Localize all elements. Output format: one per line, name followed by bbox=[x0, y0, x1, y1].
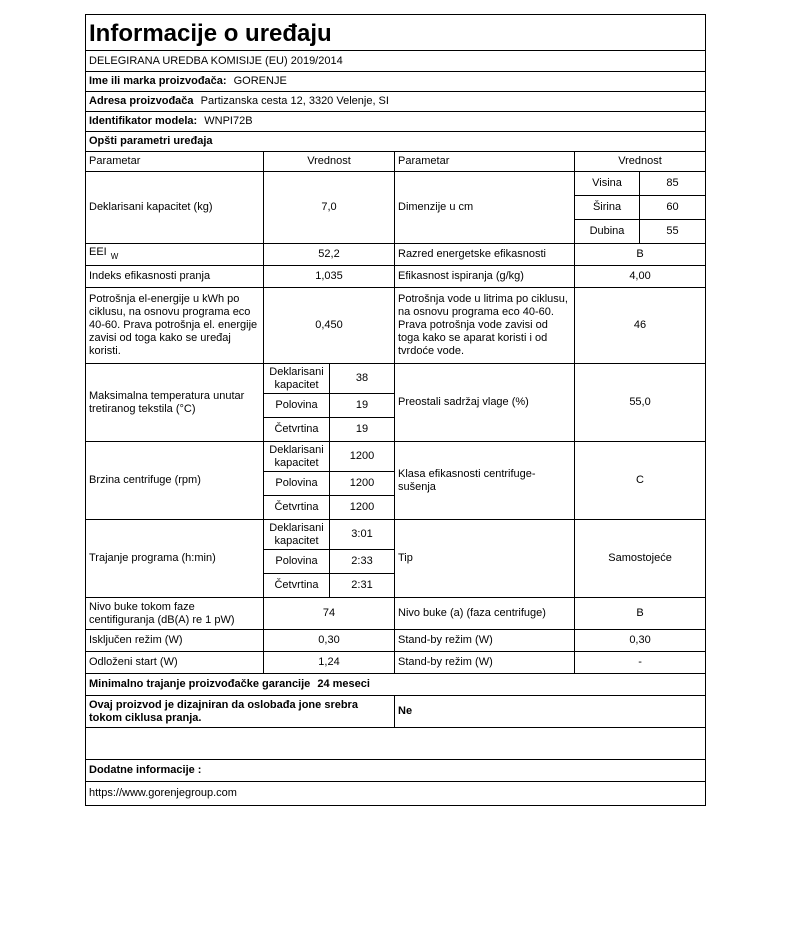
dimension-height-label: Visina bbox=[575, 172, 640, 196]
off-mode-value: 0,30 bbox=[264, 630, 395, 652]
header-value-left: Vrednost bbox=[264, 152, 395, 172]
delay-start-label: Odloženi start (W) bbox=[86, 652, 264, 674]
model-row bbox=[86, 112, 706, 132]
header-value-right: Vrednost bbox=[575, 152, 706, 172]
guarantee-label: Minimalno trajanje proizvođačke garancije bbox=[89, 678, 311, 690]
duration-rated-label: Deklarisani kapacitet bbox=[264, 520, 330, 550]
off-mode-label: Isključen režim (W) bbox=[86, 630, 264, 652]
washing-efficiency-value: 1,035 bbox=[264, 266, 395, 288]
page-title: Informacije o uređaju bbox=[86, 15, 706, 51]
temperature-quarter-label: Četvrtina bbox=[264, 418, 330, 442]
header-parameter-left: Parametar bbox=[86, 152, 264, 172]
header-parameter-right: Parametar bbox=[395, 152, 575, 172]
spin-rated-value: 1200 bbox=[330, 442, 395, 472]
spin-half-label: Polovina bbox=[264, 472, 330, 496]
noise-value: 74 bbox=[264, 598, 395, 630]
address-label: Adresa proizvođača bbox=[89, 95, 194, 107]
temperature-quarter-value: 19 bbox=[330, 418, 395, 442]
temperature-half-value: 19 bbox=[330, 394, 395, 418]
guarantee-value: 24 meseci bbox=[317, 678, 370, 690]
moisture-value: 55,0 bbox=[575, 364, 706, 442]
capacity-value: 7,0 bbox=[264, 172, 395, 244]
model-label: Identifikator modela: bbox=[89, 115, 198, 127]
duration-label: Trajanje programa (h:min) bbox=[86, 520, 264, 598]
standby-secondary-label: Stand-by režim (W) bbox=[395, 652, 575, 674]
delay-start-value: 1,24 bbox=[264, 652, 395, 674]
dimension-height-value: 85 bbox=[640, 172, 706, 196]
dimension-width-label: Širina bbox=[575, 196, 640, 220]
spin-half-value: 1200 bbox=[330, 472, 395, 496]
address-row bbox=[86, 92, 706, 112]
eei-value: 52,2 bbox=[264, 244, 395, 266]
address-value: Partizanska cesta 12, 3320 Velenje, SI bbox=[200, 95, 389, 107]
spin-speed-label: Brzina centrifuge (rpm) bbox=[86, 442, 264, 520]
dimension-width-value: 60 bbox=[640, 196, 706, 220]
additional-info-label: Dodatne informacije : bbox=[86, 760, 706, 782]
model-value: WNPI72B bbox=[204, 115, 253, 127]
duration-half-label: Polovina bbox=[264, 550, 330, 574]
eei-subscript: W bbox=[110, 251, 119, 261]
water-consumption-value: 46 bbox=[575, 288, 706, 364]
temperature-rated-label: Deklarisani kapacitet bbox=[264, 364, 330, 394]
noise-class-value: B bbox=[575, 598, 706, 630]
noise-label: Nivo buke tokom faze centifiguranja (dB(A) re 1 pW) bbox=[86, 598, 264, 630]
moisture-label: Preostali sadržaj vlage (%) bbox=[395, 364, 575, 442]
dimension-depth-value: 55 bbox=[640, 220, 706, 244]
info-table bbox=[85, 14, 706, 806]
standby-label: Stand-by režim (W) bbox=[395, 630, 575, 652]
duration-rated-value: 3:01 bbox=[330, 520, 395, 550]
water-consumption-label: Potrošnja vode u litrima po ciklusu, na osnovu programa eco 40-60. Prava potrošnja vode zavisi od toga kako se aparat koristi i od tvrdoće vode. bbox=[395, 288, 575, 364]
eei-label-cell bbox=[86, 244, 264, 266]
dimension-depth-label: Dubina bbox=[575, 220, 640, 244]
rinsing-value: 4,00 bbox=[575, 266, 706, 288]
eei-label: EEI bbox=[89, 246, 107, 259]
energy-consumption-label: Potrošnja el-energije u kWh po ciklusu, na osnovu programa eco 40-60. Prava potrošnja el. energije zavisi od toga kako se uređaj koristi. bbox=[86, 288, 264, 364]
silver-ions-value: Ne bbox=[395, 696, 706, 728]
temperature-half-label: Polovina bbox=[264, 394, 330, 418]
supplier-value: GORENJE bbox=[233, 75, 287, 87]
capacity-label: Deklarisani kapacitet (kg) bbox=[86, 172, 264, 244]
spin-rated-label: Deklarisani kapacitet bbox=[264, 442, 330, 472]
additional-info-link[interactable]: https://www.gorenjegroup.com bbox=[86, 782, 706, 806]
duration-quarter-value: 2:31 bbox=[330, 574, 395, 598]
spin-class-label: Klasa efikasnosti centrifuge-sušenja bbox=[395, 442, 575, 520]
type-value: Samostojeće bbox=[575, 520, 706, 598]
standby-secondary-value: - bbox=[575, 652, 706, 674]
silver-ions-label: Ovaj proizvod je dizajniran da oslobađa jone srebra tokom ciklusa pranja. bbox=[86, 696, 395, 728]
dimensions-label: Dimenzije u cm bbox=[395, 172, 575, 244]
product-information-sheet bbox=[85, 14, 705, 806]
spin-quarter-label: Četvrtina bbox=[264, 496, 330, 520]
regulation-reference: DELEGIRANA UREDBA KOMISIJE (EU) 2019/2014 bbox=[86, 51, 706, 72]
max-temperature-label: Maksimalna temperatura unutar tretiranog tekstila (°C) bbox=[86, 364, 264, 442]
energy-class-label: Razred energetske efikasnosti bbox=[395, 244, 575, 266]
energy-class-value: B bbox=[575, 244, 706, 266]
supplier-row bbox=[86, 72, 706, 92]
spin-class-value: C bbox=[575, 442, 706, 520]
spin-quarter-value: 1200 bbox=[330, 496, 395, 520]
section-general-parameters: Opšti parametri uređaja bbox=[86, 132, 706, 152]
noise-class-label: Nivo buke (a) (faza centrifuge) bbox=[395, 598, 575, 630]
washing-efficiency-label: Indeks efikasnosti pranja bbox=[86, 266, 264, 288]
blank-row bbox=[86, 728, 706, 760]
guarantee-row bbox=[86, 674, 706, 696]
supplier-label: Ime ili marka proizvođača: bbox=[89, 75, 227, 87]
energy-consumption-value: 0,450 bbox=[264, 288, 395, 364]
rinsing-label: Efikasnost ispiranja (g/kg) bbox=[395, 266, 575, 288]
duration-quarter-label: Četvrtina bbox=[264, 574, 330, 598]
standby-value: 0,30 bbox=[575, 630, 706, 652]
temperature-rated-value: 38 bbox=[330, 364, 395, 394]
type-label: Tip bbox=[395, 520, 575, 598]
duration-half-value: 2:33 bbox=[330, 550, 395, 574]
